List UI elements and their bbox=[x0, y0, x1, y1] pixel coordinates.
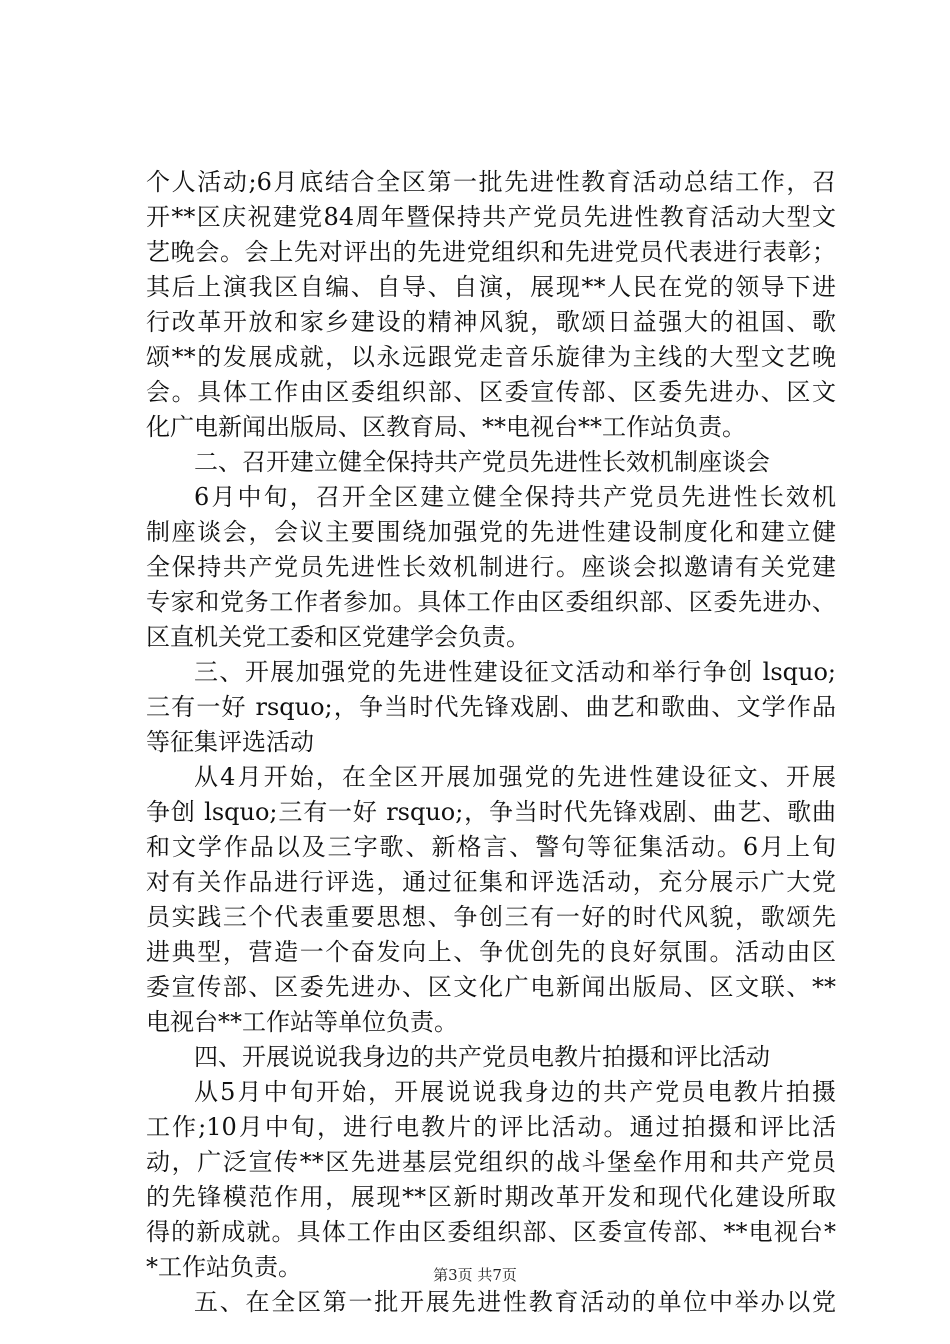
text-line: *工作站负责。 bbox=[146, 1253, 302, 1281]
page-footer: 第3页 共7页 bbox=[433, 1266, 517, 1284]
text-line: 专家和党务工作者参加。具体工作由区委组织部、区委先进办、 bbox=[146, 588, 836, 616]
text-line: 三、开展加强党的先进性建设征文活动和举行争创 lsquo; bbox=[194, 658, 836, 686]
text-line: 得的新成就。具体工作由区委组织部、区委宣传部、**电视台* bbox=[146, 1218, 836, 1246]
text-line: 委宣传部、区委先进办、区文化广电新闻出版局、区文联、** bbox=[146, 973, 836, 1001]
text-line: 从4月开始，在全区开展加强党的先进性建设征文、开展 bbox=[194, 763, 836, 791]
text-line: 开**区庆祝建党84周年暨保持共产党员先进性教育活动大型文 bbox=[146, 203, 836, 231]
text-line: 艺晚会。会上先对评出的先进党组织和先进党员代表进行表彰； bbox=[146, 238, 836, 266]
text-line: 四、开展说说我身边的共产党员电教片拍摄和评比活动 bbox=[194, 1043, 770, 1071]
text-line: 6月中旬，召开全区建立健全保持共产党员先进性长效机 bbox=[194, 483, 836, 511]
text-line: 化广电新闻出版局、区教育局、**电视台**工作站负责。 bbox=[146, 413, 746, 441]
text-line: 员实践三个代表重要思想、争创三有一好的时代风貌，歌颂先 bbox=[146, 903, 836, 931]
text-line: 其后上演我区自编、自导、自演，展现**人民在党的领导下进 bbox=[146, 273, 836, 301]
text-line: 行改革开放和家乡建设的精神风貌，歌颂日益强大的祖国、歌 bbox=[146, 308, 836, 336]
text-line: 颂**的发展成就，以永远跟党走音乐旋律为主线的大型文艺晚 bbox=[146, 343, 836, 371]
text-line: 从5月中旬开始，开展说说我身边的共产党员电教片拍摄 bbox=[194, 1078, 836, 1106]
text-line: 对有关作品进行评选，通过征集和评选活动，充分展示广大党 bbox=[146, 868, 836, 896]
text-line: 五、在全区第一批开展先进性教育活动的单位中举办以党 bbox=[194, 1288, 836, 1316]
text-line: 制座谈会，会议主要围绕加强党的先进性建设制度化和建立健 bbox=[146, 518, 836, 546]
text-line: 动，广泛宣传**区先进基层党组织的战斗堡垒作用和共产党员 bbox=[146, 1148, 836, 1176]
text-line: 三有一好 rsquo;，争当时代先锋戏剧、曲艺和歌曲、文学作品 bbox=[146, 693, 836, 721]
text-line: 的先锋模范作用，展现**区新时期改革开发和现代化建设所取 bbox=[146, 1183, 836, 1211]
document-body bbox=[146, 165, 836, 1320]
text-line: 二、召开建立健全保持共产党员先进性长效机制座谈会 bbox=[194, 448, 770, 476]
text-line: 进典型，营造一个奋发向上、争优创先的良好氛围。活动由区 bbox=[146, 938, 836, 966]
text-line: 等征集评选活动 bbox=[146, 728, 314, 756]
text-line: 个人活动;6月底结合全区第一批先进性教育活动总结工作，召 bbox=[146, 168, 836, 196]
text-line: 和文学作品以及三字歌、新格言、警句等征集活动。6月上旬 bbox=[146, 833, 836, 861]
text-line: 电视台**工作站等单位负责。 bbox=[146, 1008, 458, 1036]
text-line: 会。具体工作由区委组织部、区委宣传部、区委先进办、区文 bbox=[146, 378, 836, 406]
text-line: 工作;10月中旬，进行电教片的评比活动。通过拍摄和评比活 bbox=[146, 1113, 836, 1141]
text-line: 全保持共产党员先进性长效机制进行。座谈会拟邀请有关党建 bbox=[146, 553, 836, 581]
text-line: 区直机关党工委和区党建学会负责。 bbox=[146, 623, 530, 651]
text-line: 争创 lsquo;三有一好 rsquo;，争当时代先锋戏剧、曲艺、歌曲 bbox=[146, 798, 836, 826]
